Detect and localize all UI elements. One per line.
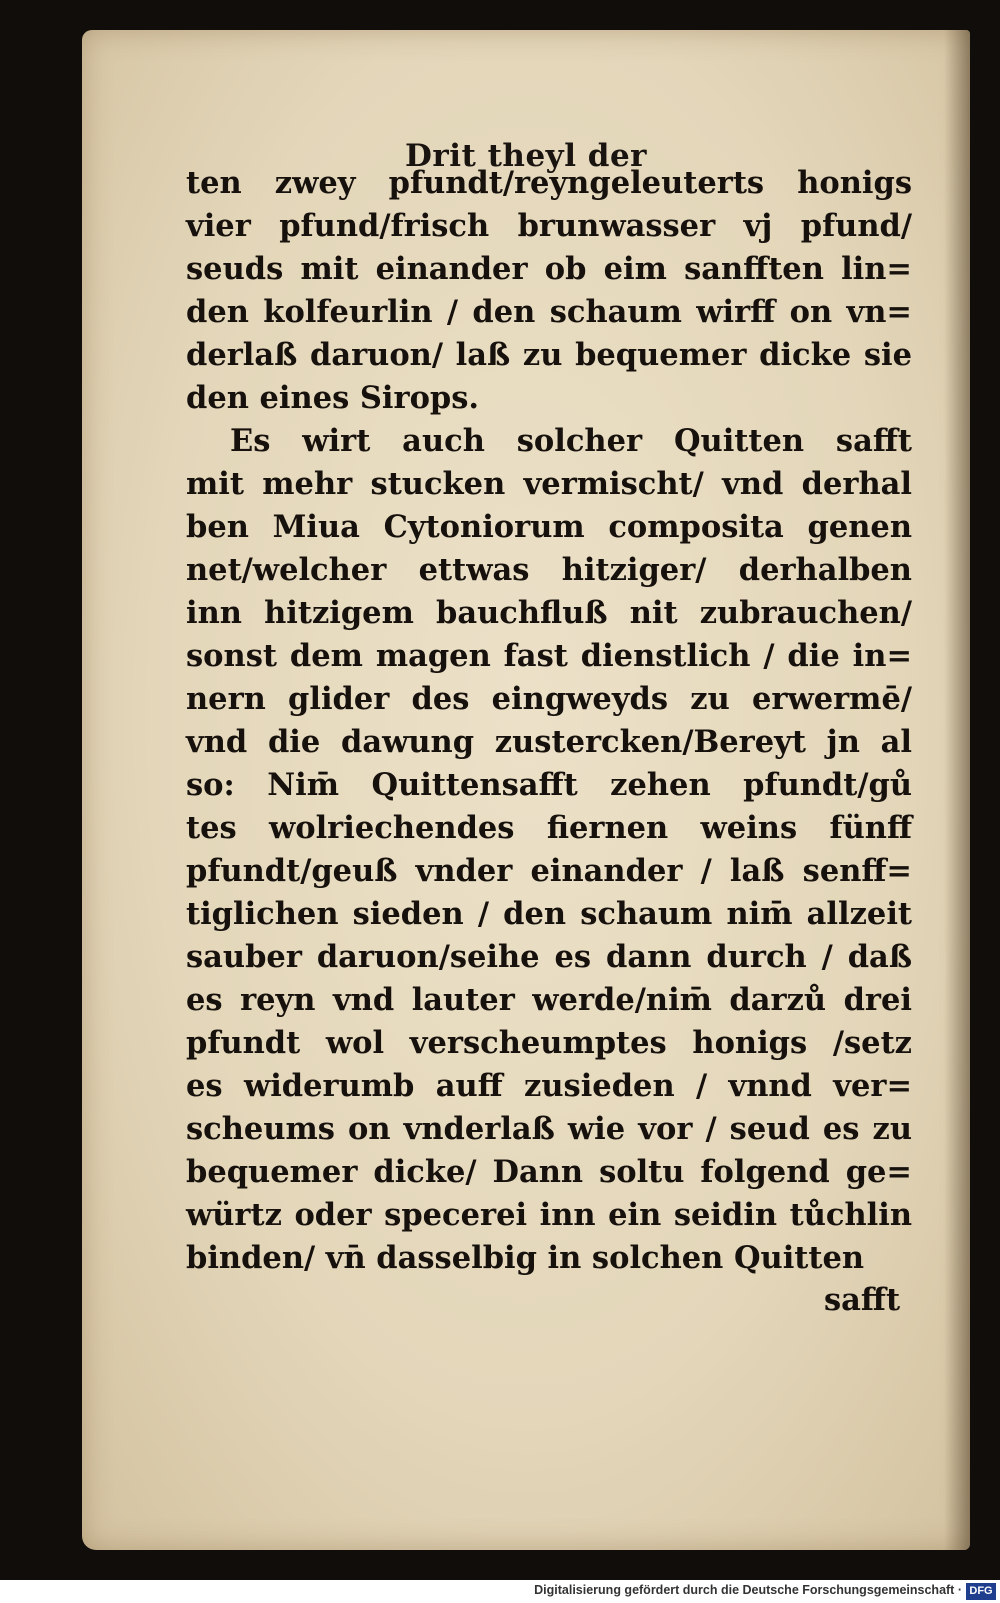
text-line: pfundt/geuß vnder einander / laß senff=: [186, 853, 912, 889]
text-line: net/welcher ettwas hitziger/ derhalben: [186, 552, 912, 588]
text-line: pfundt wol verscheumptes honigs /setz: [186, 1025, 912, 1061]
text-line: vnd die dawung zustercken/Bereyt jn al: [186, 724, 912, 760]
text-line: scheums on vnderlaß wie vor / seud es zu: [186, 1111, 912, 1147]
text-line: seuds mit einander ob eim sanfften lin=: [186, 251, 912, 287]
text-line: ben Miua Cytoniorum composita genen: [186, 509, 912, 545]
credit-text: Digitalisierung gefördert durch die Deutsche Forschungsgemeinschaft ·: [534, 1583, 962, 1597]
text-line: sauber daruon/seihe es dann durch / daß: [186, 939, 912, 975]
text-line: derlaß daruon/ laß zu bequemer dicke sie: [186, 337, 912, 373]
text-line: es widerumb auff zusieden / vnnd ver=: [186, 1068, 912, 1104]
text-line: sonst dem magen fast dienstlich / die in=: [186, 638, 912, 674]
text-line: tiglichen sieden / den schaum nim̄ allzeit: [186, 896, 912, 932]
text-line: den eines Sirops.: [186, 380, 480, 416]
text-line: ten zwey pfundt/reyngeleuterts honigs: [186, 165, 912, 201]
text-line: mit mehr stucken vermischt/ vnd derhal: [186, 466, 912, 502]
catchword: safft: [824, 1282, 901, 1318]
text-line: es reyn vnd lauter werde/nim̄ darzů drei: [186, 982, 912, 1018]
text-line: tes wolriechendes fiernen weins fünff: [186, 810, 912, 846]
running-head: Drit theyl der: [405, 138, 647, 174]
text-line: bequemer dicke/ Dann soltu folgend ge=: [186, 1154, 912, 1190]
text-line: binden/ vn̄ dasselbig in solchen Quitten: [186, 1240, 865, 1276]
body-text: [186, 162, 912, 1280]
dfg-logo: DFG: [966, 1583, 996, 1600]
text-line: vier pfund/frisch brunwasser vj pfund/: [186, 208, 912, 244]
text-line: nern glider des eingweyds zu erwermē/: [186, 681, 912, 717]
text-line: den kolfeurlin / den schaum wirff on vn=: [186, 294, 912, 330]
text-line: inn hitzigem bauchfluß nit zubrauchen/: [186, 595, 912, 631]
text-line: Es wirt auch solcher Quitten safft: [230, 423, 912, 459]
text-line: würtz oder specerei inn ein seidin tůchlin: [186, 1197, 912, 1233]
page-edge-shadow: [944, 30, 970, 1550]
text-line: so: Nim̄ Quittensafft zehen pfundt/gů: [186, 767, 912, 803]
footer-credit-bar: [0, 1580, 1000, 1603]
